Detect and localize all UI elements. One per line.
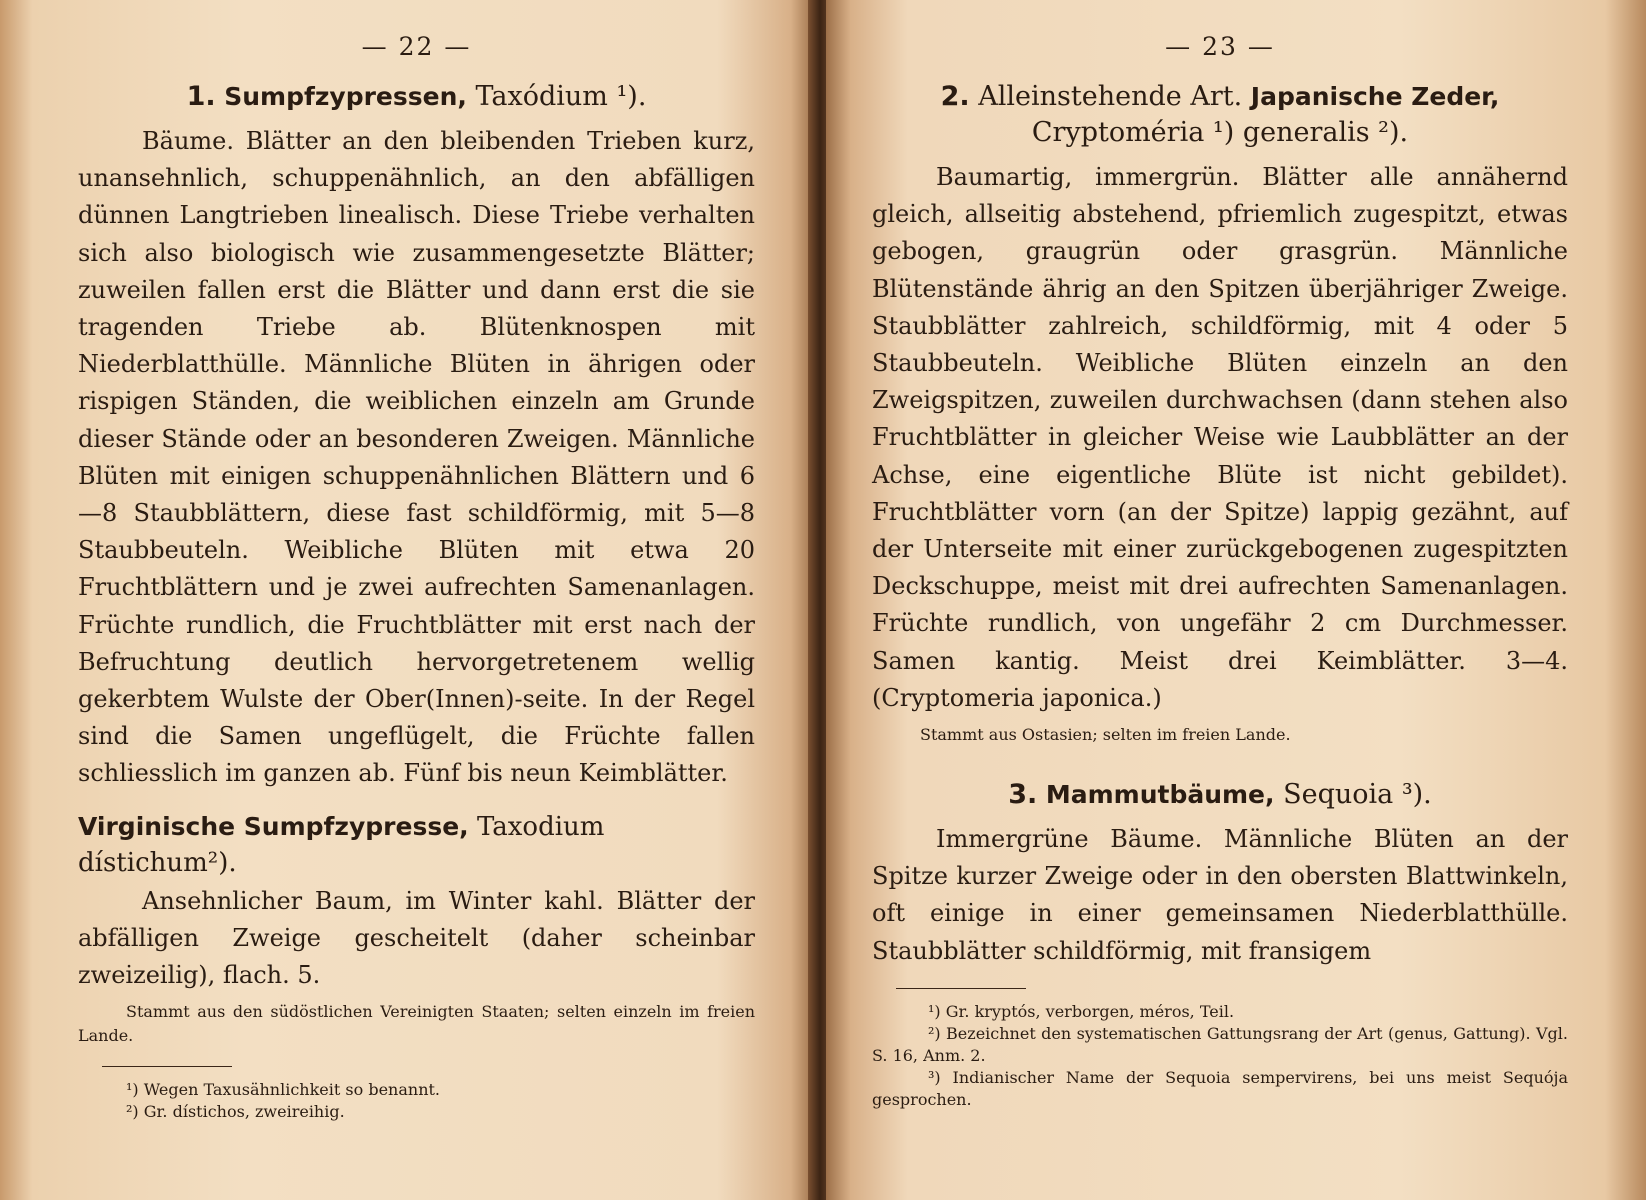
section-latin: Taxódium ¹). (475, 81, 647, 112)
footnote-rule (102, 1066, 232, 1067)
section-number: 2. (940, 81, 970, 112)
footnote-2: ²) Gr. dístichos, zweireihig. (126, 1102, 345, 1122)
section-latin: Sequoia ³). (1283, 779, 1432, 811)
section-name: Japanische Zeder, (1250, 82, 1500, 111)
page-number: — 23 — (1165, 32, 1275, 61)
footnote-rule (896, 988, 1026, 989)
section-name: Mammutbäume, (1045, 780, 1275, 810)
section-latin: Cryptoméria ¹) generalis ²). (1031, 117, 1409, 148)
footnote-2: ²) Bezeichnet den systematischen Gattungsrang der Art (genus, Gattung). Vgl. S. 16, Anm. 2. (872, 1023, 1568, 1065)
section-name: Sumpfzypressen, (224, 82, 467, 111)
species-heading (78, 809, 755, 881)
section-description: Baumartig, immergrün. Blätter alle annähernd gleich, allseitig abstehend, pfriemlich zugespitzt, etwas gebogen, graugrün oder grasgrün. Männliche Blütenstände ährig an den Spitzen überjähriger Zweige. Staubblätter zahlreich, schildförmig, mit 4 oder 5 Staubbeuteln. Weibliche Blüten einzeln an den Zweigspitzen, zuweilen durchwachsen (dann stehen also Fruchtblätter in gleicher Weise wie Laubblätter an der Achse, eine eigentliche Blüte ist nicht gebildet). Fruchtblätter vorn (an der Spitze) lappig gezähnt, auf der Unterseite mit einer zurückgebogenen zugespitzten Deckschuppe, meist mit drei aufrechten Samenanlagen. Früchte rundlich, von ungefähr 2 cm Durchmesser. Samen kantig. Meist drei Keimblätter. 3—4. (Cryptomeria japonica.) (872, 163, 1568, 712)
section-prefix: Alleinstehende Art. (978, 81, 1243, 112)
footnote-1: ¹) Wegen Taxusähnlichkeit so benannt. (126, 1080, 441, 1100)
left-page (0, 0, 815, 1200)
section-number: 1. (186, 81, 216, 112)
section-heading (872, 79, 1568, 151)
origin-note: Stammt aus den südöstlichen Vereinigten Staaten; selten einzeln im freien Lande. (78, 1002, 755, 1046)
origin-note: Stammt aus Ostasien; selten im freien Lande. (920, 725, 1291, 745)
species-description: Ansehnlicher Baum, im Winter kahl. Blätter der abfälligen Zweige gescheitelt (daher scheinbar zweizeilig), flach. 5. (78, 886, 755, 990)
section-description-2: Immergrüne Bäume. Männliche Blüten an der Spitze kurzer Zweige oder in den obersten Blattwinkeln, oft einige in einer gemeinsamen Niederblatthülle. Staubblätter schildförmig, mit fransigem (872, 825, 1568, 965)
section-description: Bäume. Blätter an den bleibenden Trieben kurz, unansehnlich, schuppenähnlich, an den abfälligen dünnen Langtrieben linealisch. Diese Triebe verhalten sich also biologisch wie zusammengesetzte Blätter; zuweilen fallen erst die Blätter und dann erst die sie tragenden Triebe ab. Blütenknospen mit Niederblatthülle. Männliche Blüten in ährigen oder rispigen Ständen, die weiblichen einzeln am Grunde dieser Stände oder an besonderen Zweigen. Männliche Blüten mit einigen schuppenähnlichen Blättern und 6—8 Staubblättern, diese fast schildförmig, mit 5—8 Staubbeuteln. Weibliche Blüten mit etwa 20 Fruchtblättern und je zwei aufrechten Samenanlagen. Früchte rundlich, die Fruchtblätter mit erst nach der Befruchtung deutlich hervorgetretenem wellig gekerbtem Wulste der Ober(Innen)-seite. In der Regel sind die Samen ungeflügelt, die Früchte fallen schliesslich im ganzen ab. Fünf bis neun Keimblätter. (78, 127, 755, 788)
species-latin: Taxodium dístichum²). (78, 811, 605, 878)
section-heading (78, 79, 755, 115)
footnote-3: ³) Indianischer Name der Sequoia sempervirens, bei uns meist Sequója gesprochen. (872, 1067, 1568, 1109)
section-number: 3. (1008, 779, 1038, 811)
right-page (826, 0, 1646, 1200)
page-number: — 22 — (361, 32, 472, 61)
species-name: Virginische Sumpfzypresse, (78, 811, 469, 841)
section-heading-2 (872, 777, 1568, 813)
footnote-1: ¹) Gr. kryptós, verborgen, méros, Teil. (928, 1001, 1235, 1021)
